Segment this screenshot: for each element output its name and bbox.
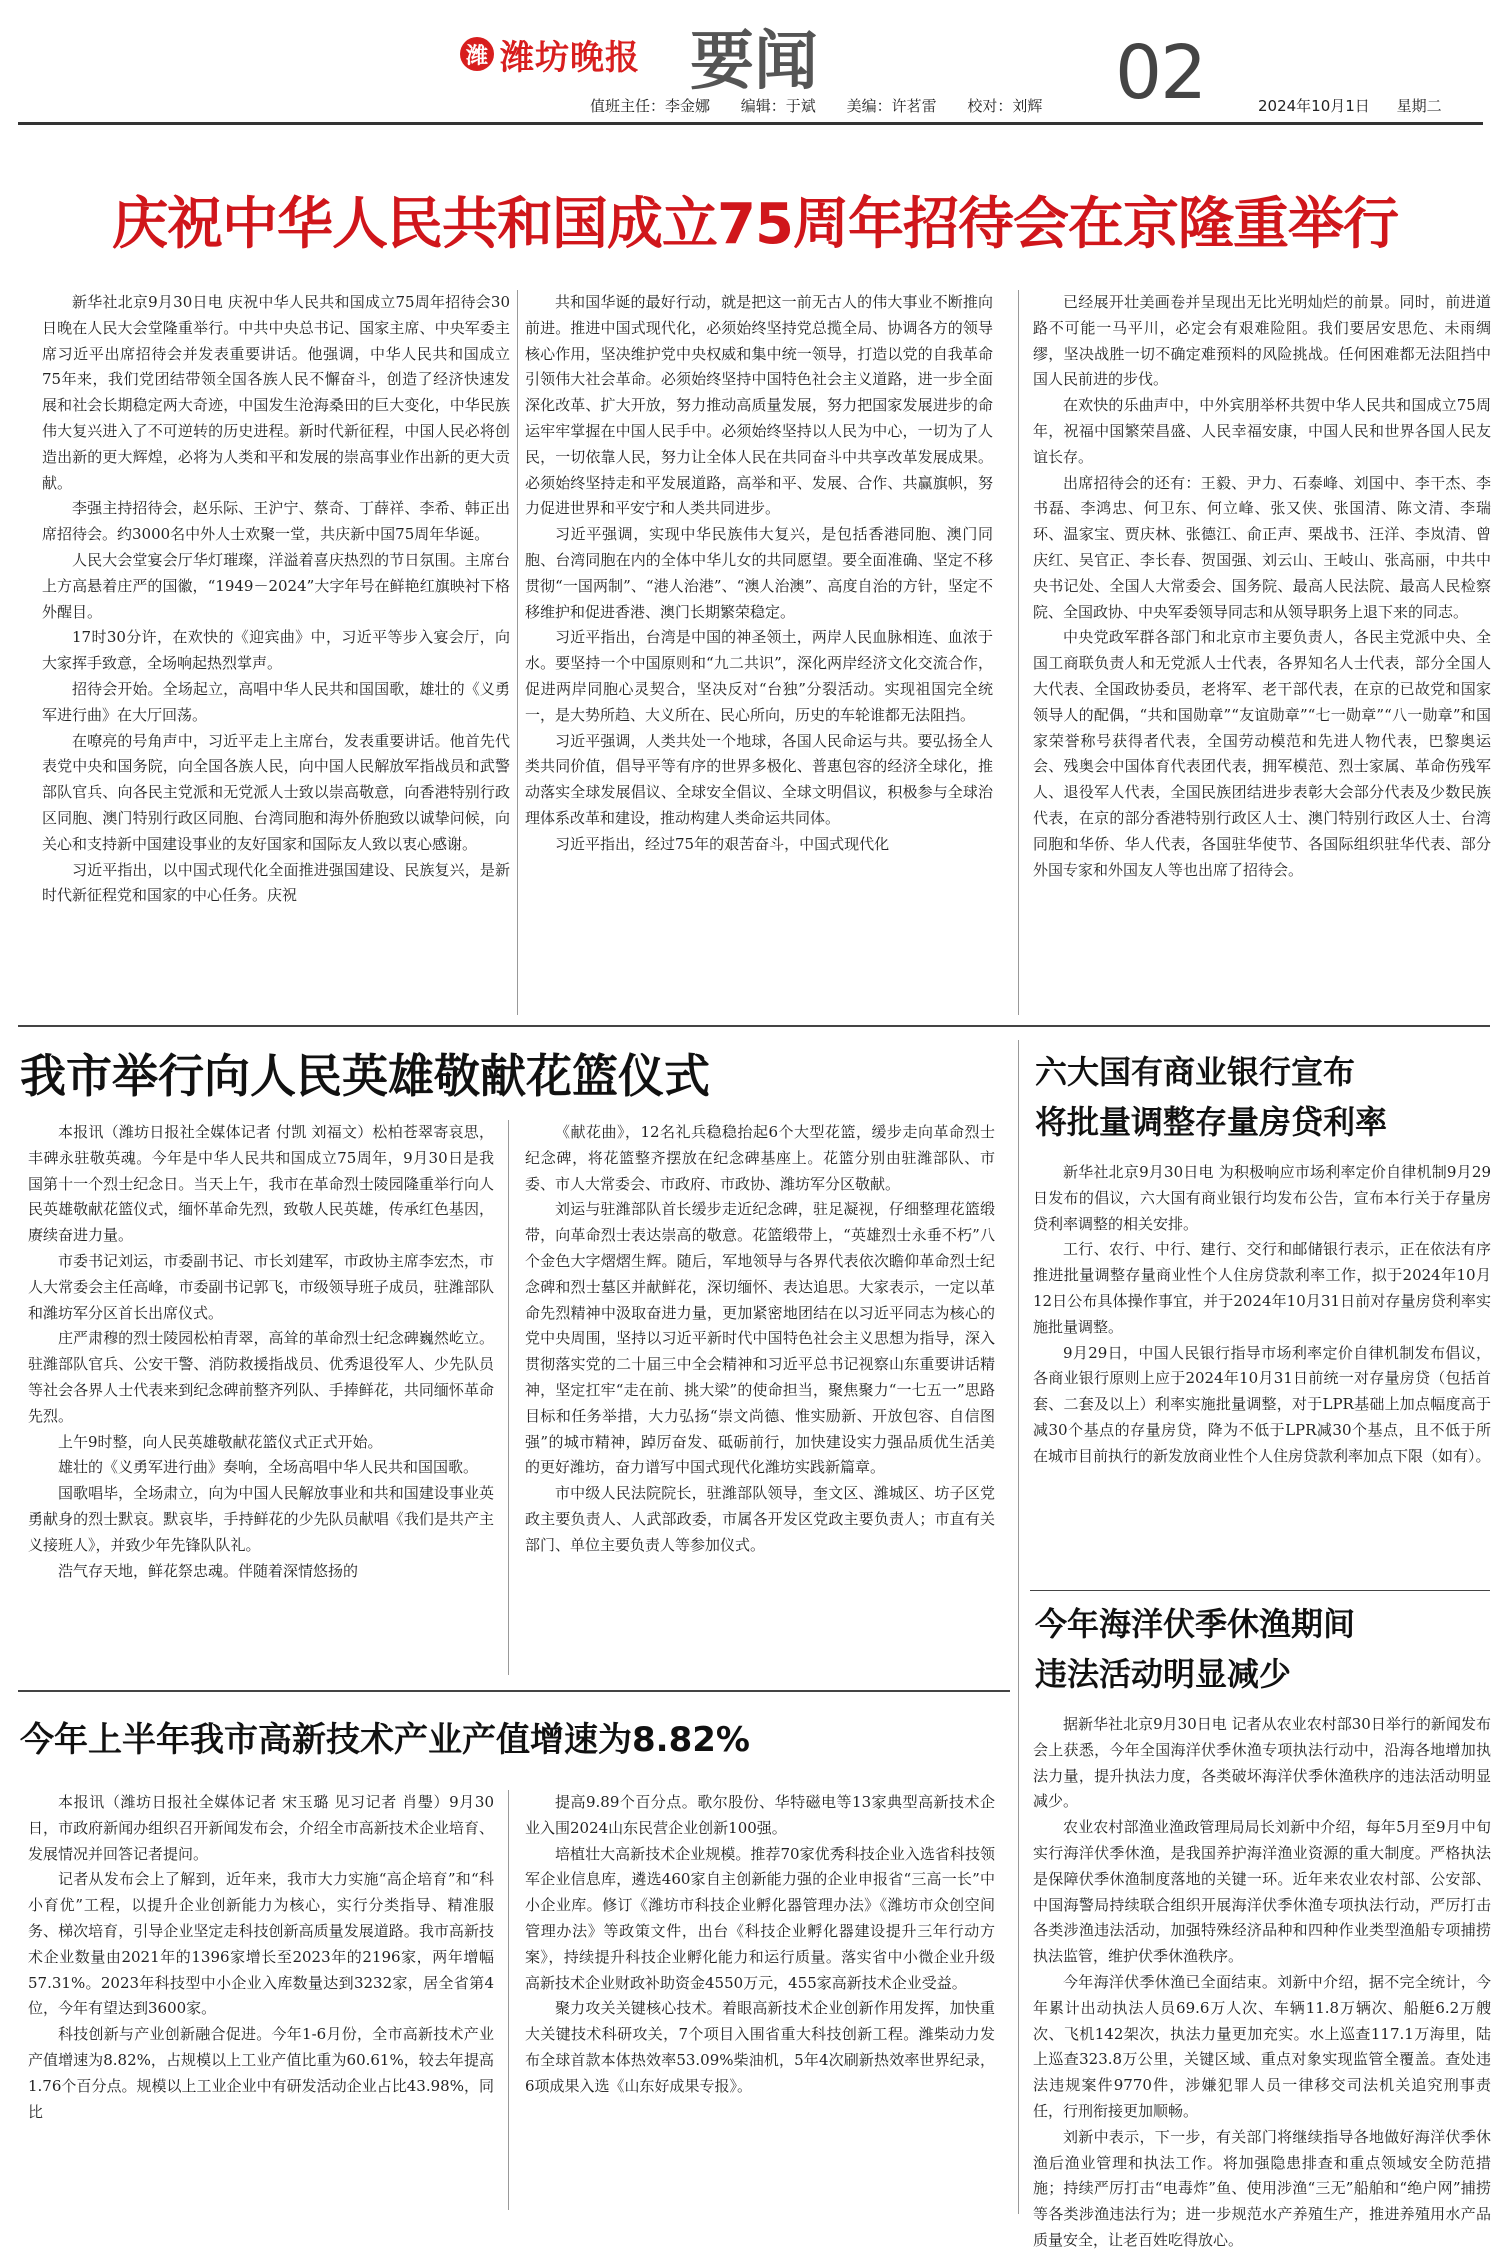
paragraph: 农业农村部渔业渔政管理局局长刘新中介绍，每年5月至9月中旬实行海洋伏季休渔，是我国养护海洋渔业资源的重大制度。严格执法是保障伏季休渔制度落地的关键一环。近年来农业农村部、公安部、中国海警局持续联合组织开展海洋伏季休渔专项执法行动，严厉打击各类涉渔违法活动，加强特殊经济品种和四种作业类型渔船专项捕捞执法监管，维护伏季休渔秩序。: [1033, 1818, 1491, 1966]
fish-headline-line-1: 今年海洋伏季休渔期间: [1035, 1605, 1356, 1643]
lead-headline: 庆祝中华人民共和国成立75周年招待会在京隆重举行: [112, 192, 1398, 257]
paragraph: 本报讯（潍坊日报社全媒体记者 付凯 刘福文）松柏苍翠寄哀思，丰碑永驻敬英魂。今年是中华人民共和国成立75周年，9月30日是我国第十一个烈士纪念日。当天上午，我市在革命烈士陵园隆重举行向人民英雄敬献花篮仪式，缅怀革命先烈，致敬人民英雄，传承红色基因，赓续奋进力量。: [28, 1123, 494, 1245]
divider: [1018, 290, 1019, 1015]
header-rule: [18, 122, 1483, 125]
bank-headline: [1035, 1048, 1387, 1147]
paragraph: 工行、农行、中行、建行、交行和邮储银行表示，正在依法有序推进批量调整存量商业性个人住房贷款利率工作，拟于2024年10月12日公布具体操作事宜，并于2024年10月31日前对存量房贷利率实施批量调整。: [1033, 1240, 1491, 1336]
hitech-col-2: [525, 1790, 995, 2214]
paragraph: 刘新中表示，下一步，有关部门将继续指导各地做好海洋伏季休渔后渔业管理和执法工作。将加强隐患排查和重点领域安全防范措施；持续严厉打击“电毒炸”鱼、使用涉渔“三无”船舶和“绝户网”捕捞等各类涉渔违法行为；进一步规范水产养殖生产，推进养殖用水产品质量安全，让老百姓吃得放心。: [1033, 2127, 1491, 2249]
paragraph: 聚力攻关关键核心技术。着眼高新技术企业创新作用发挥，加快重大关键技术科研攻关，7个项目入围省重大科技创新工程。潍柴动力发布全球首款本体热效率53.09%柴油机，5年4次刷新热效率世界纪录，6项成果入选《山东好成果专报》。: [525, 1999, 995, 2095]
paragraph: 17时30分许，在欢快的《迎宾曲》中，习近平等步入宴会厅，向大家挥手致意，全场响起热烈掌声。: [42, 628, 510, 673]
page-number: 02: [1115, 30, 1206, 116]
paragraph: 市委书记刘运，市委副书记、市长刘建军，市政协主席李宏杰，市人大常委会主任高峰，市委副书记郭飞，市级领导班子成员，驻潍部队和潍坊军分区首长出席仪式。: [28, 1251, 494, 1322]
section-rule: [18, 1025, 1490, 1027]
paragraph: 在欢快的乐曲声中，中外宾朋举杯共贺中华人民共和国成立75周年，祝福中国繁荣昌盛、人民幸福安康，中国人民和世界各国人民友谊长存。: [1033, 396, 1491, 466]
hitech-headline: 今年上半年我市高新技术产业产值增速为8.82%: [20, 1720, 750, 1760]
lead-col-2: [525, 290, 993, 1025]
paragraph: 今年海洋伏季休渔已全面结束。刘新中介绍，据不完全统计，今年累计出动执法人员69.6万人次、车辆11.8万辆次、船艇6.2万艘次、飞机142架次，执法力量更加充实。水上巡查117.1万海里，陆上巡查323.8万公里，关键区域、重点对象实现监管全覆盖。查处违法违规案件9770件，涉嫌犯罪人员一律移交司法机关追究刑事责任，行刑衔接更加顺畅。: [1033, 1972, 1491, 2120]
bank-headline-line-1: 六大国有商业银行宣布: [1035, 1053, 1356, 1091]
paragraph: 人民大会堂宴会厅华灯璀璨，洋溢着喜庆热烈的节日氛围。主席台上方高悬着庄严的国徽，“1949－2024”大字年号在鲜艳红旗映衬下格外醒目。: [42, 550, 510, 621]
paragraph: 李强主持招待会，赵乐际、王沪宁、蔡奇、丁薛祥、李希、韩正出席招待会。约3000名中外人士欢聚一堂，共庆新中国75周年华诞。: [42, 499, 510, 544]
paragraph: 出席招待会的还有：王毅、尹力、石泰峰、刘国中、李干杰、李书磊、李鸿忠、何卫东、何立峰、张又侠、张国清、陈文清、李瑞环、温家宝、贾庆林、张德江、俞正声、栗战书、汪洋、李岚清、曾庆红、吴官正、李长春、贺国强、刘云山、王岐山、张高丽，中共中央书记处、全国人大常委会、国务院、最高人民法院、最高人民检察院、全国政协、中央军委领导同志和从领导职务上退下来的同志。: [1033, 473, 1491, 621]
paragraph: 据新华社北京9月30日电 记者从农业农村部30日举行的新闻发布会上获悉，今年全国海洋伏季休渔专项执法行动中，沿海各地增加执法力量，提升执法力度，各类破坏海洋伏季休渔秩序的违法活动明显减少。: [1033, 1715, 1491, 1811]
flower-headline: 我市举行向人民英雄敬献花篮仪式: [20, 1049, 710, 1103]
flower-col-1: [28, 1120, 494, 1675]
flower-col-2: [525, 1120, 995, 1675]
newspaper-logo: [460, 28, 640, 80]
editor-credits: [590, 95, 1068, 116]
paragraph: 上午9时整，向人民英雄敬献花篮仪式正式开始。: [58, 1432, 383, 1451]
proofreader: 校对：刘辉: [967, 97, 1043, 115]
weekday: 星期二: [1396, 97, 1442, 115]
bank-headline-line-2: 将批量调整存量房贷利率: [1035, 1102, 1388, 1141]
issue-date: 2024年10月1日: [1258, 97, 1370, 115]
paragraph: 提高9.89个百分点。歌尔股份、华特磁电等13家典型高新技术企业入围2024山东民营企业创新100强。: [525, 1793, 995, 1837]
fish-body: [1033, 1712, 1491, 2249]
dateline: [1258, 95, 1464, 116]
paragraph: 习近平指出，经过75年的艰苦奋斗，中国式现代化: [555, 834, 890, 853]
paragraph: 记者从发布会上了解到，近年来，我市大力实施“高企培育”和“科小育优”工程，以提升企业创新能力为核心，实行分类指导、精准服务、梯次培育，引导企业坚定走科技创新高质量发展道路。我市高新技术企业数量由2021年的1396家增长至2023年的2196家，两年增幅57.31%。2023年科技型中小企业入库数量达到3232家，居全省第4位，今年有望达到3600家。: [28, 1870, 494, 2018]
paragraph: 新华社北京9月30日电 为积极响应市场利率定价自律机制9月29日发布的倡议，六大国有商业银行均发布公告，宣布本行关于存量房贷利率调整的相关安排。: [1033, 1163, 1491, 1233]
logo-icon: 潍: [460, 37, 494, 71]
paragraph: 习近平强调，实现中华民族伟大复兴，是包括香港同胞、澳门同胞、台湾同胞在内的全体中华儿女的共同愿望。要全面准确、坚定不移贯彻“一国两制”、“港人治港”、“澳人治澳”、高度自治的方针，坚定不移维护和促进香港、澳门长期繁荣稳定。: [525, 525, 993, 621]
divider: [508, 1120, 509, 1675]
paragraph: 招待会开始。全场起立，高唱中华人民共和国国歌，雄壮的《义勇军进行曲》在大厅回荡。: [42, 679, 510, 724]
section-rule: [18, 1690, 1010, 1692]
paragraph: 《献花曲》，12名礼兵稳稳抬起6个大型花篮，缓步走向革命烈士纪念碑，将花篮整齐摆放在纪念碑基座上。花篮分别由驻潍部队、市委、市人大常委会、市政府、市政协、潍坊军分区敬献。: [525, 1123, 995, 1193]
paragraph: 已经展开壮美画卷并呈现出无比光明灿烂的前景。同时，前进道路不可能一马平川，必定会有艰难险阻。我们要居安思危、未雨绸缪，坚决战胜一切不确定难预料的风险挑战。任何困难都无法阻挡中国人民前进的步伐。: [1033, 293, 1491, 389]
divider: [1018, 1040, 1019, 2214]
paragraph: 培植壮大高新技术企业规模。推荐70家优秀科技企业入选省科技领军企业信息库，遴选460家自主创新能力强的企业申报省“三高一长”中小企业库。修订《潍坊市科技企业孵化器管理办法》《潍坊市众创空间管理办法》等政策文件，出台《科技企业孵化器建设提升三年行动方案》，持续提升科技企业孵化能力和运行质量。落实省中小微企业升级高新技术企业财政补助资金4550万元，455家高新技术企业受益。: [525, 1844, 995, 1992]
paragraph: 刘运与驻潍部队首长缓步走近纪念碑，驻足凝视，仔细整理花篮缎带，向革命烈士表达崇高的敬意。花篮缎带上，“英雄烈士永垂不朽”八个金色大字熠熠生辉。随后，军地领导与各界代表依次瞻仰革命烈士纪念碑和烈士墓区并献鲜花，深切缅怀、表达追思。大家表示，一定以革命先烈精神中汲取奋进力量，更加紧密地团结在以习近平同志为核心的党中央周围，坚持以习近平新时代中国特色社会主义思想为指导，深入贯彻落实党的二十届三中全会精神和习近平总书记视察山东重要讲话精神，坚定扛牢“走在前、挑大梁”的使命担当，聚焦聚力“一七五一”思路目标和任务举措，大力弘扬“崇文尚德、惟实励新、开放包容、自信图强”的城市精神，踔厉奋发、砥砺前行，加快建设实力强品质优生活美的更好潍坊，奋力谱写中国式现代化潍坊实践新篇章。: [525, 1200, 995, 1477]
divider: [517, 290, 518, 1015]
logo-text: 潍坊晚报: [500, 37, 640, 78]
paragraph: 9月29日，中国人民银行指导市场利率定价自律机制发布倡议，各商业银行原则上应于2024年10月31日前统一对存量房贷（包括首套、二套及以上）利率实施批量调整，对于LPR基础上加点幅度高于减30个基点的存量房贷，降为不低于LPR减30个基点，且不低于所在城市目前执行的新发放商业性个人住房贷款利率加点下限（如有）。: [1033, 1343, 1491, 1465]
paragraph: 市中级人民法院院长，驻潍部队领导，奎文区、潍城区、坊子区党政主要负责人、人武部政委，市属各开发区党政主要负责人；市直有关部门、单位主要负责人等参加仪式。: [525, 1484, 995, 1554]
paragraph: 共和国华诞的最好行动，就是把这一前无古人的伟大事业不断推向前进。推进中国式现代化，必须始终坚持党总揽全局、协调各方的领导核心作用，坚决维护党中央权威和集中统一领导，打造以党的自我革命引领伟大社会革命。必须始终坚持中国特色社会主义道路，进一步全面深化改革、扩大开放，努力推动高质量发展，努力把国家发展进步的命运牢牢掌握在中国人民手中。必须始终坚持以人民为中心，一切为了人民，一切依靠人民，努力让全体人民在共同奋斗中共享改革发展成果。必须始终坚持走和平发展道路，高举和平、发展、合作、共赢旗帜，努力促进世界和平安宁和人类共同进步。: [525, 293, 993, 518]
fish-headline-line-2: 违法活动明显减少: [1035, 1654, 1292, 1693]
paragraph: 浩气存天地，鲜花祭忠魂。伴随着深情悠扬的: [58, 1561, 359, 1580]
hitech-col-1: [28, 1790, 494, 2214]
paragraph: 雄壮的《义勇军进行曲》奏响，全场高唱中华人民共和国国歌。: [58, 1458, 479, 1477]
paragraph: 中央党政军群各部门和北京市主要负责人，各民主党派中央、全国工商联负责人和无党派人士代表，各界知名人士代表，部分全国人大代表、全国政协委员，老将军、老干部代表，在京的已故党和国家领导人的配偶，“共和国勋章”“友谊勋章”“七一勋章”“八一勋章”和国家荣誉称号获得者代表，全国劳动模范和先进人物代表，巴黎奥运会、残奥会中国体育代表团代表，拥军模范、烈士家属、革命伤残军人、退役军人代表，全国民族团结进步表彰大会部分代表及少数民族代表，在京的部分香港特别行政区人士、澳门特别行政区人士、台湾同胞和华侨、华人代表，各国驻华使节、各国际组织驻华代表、部分外国专家和外国友人等也出席了招待会。: [1033, 628, 1491, 879]
paragraph: 习近平指出，以中国式现代化全面推进强国建设、民族复兴，是新时代新征程党和国家的中心任务。庆祝: [42, 860, 510, 905]
paragraph: 习近平指出，台湾是中国的神圣领土，两岸人民血脉相连、血浓于水。要坚持一个中国原则和“九二共识”，深化两岸经济文化交流合作，促进两岸同胞心灵契合，坚决反对“台独”分裂活动。实现祖国完全统一，是大势所趋、大义所在、民心所向，历史的车轮谁都无法阻挡。: [525, 628, 993, 724]
art-editor: 美编：许茗雷: [846, 97, 937, 115]
paragraph: 在嘹亮的号角声中，习近平走上主席台，发表重要讲话。他首先代表党中央和国务院，向全国各族人民，向中国人民解放军指战员和武警部队官兵、向各民主党派和无党派人士致以崇高敬意，向香港特别行政区同胞、澳门特别行政区同胞、台湾同胞和海外侨胞致以诚挚问候，向关心和支持新中国建设事业的友好国家和国际友人致以衷心感谢。: [42, 731, 510, 853]
paragraph: 新华社北京9月30日电 庆祝中华人民共和国成立75周年招待会30日晚在人民大会堂隆重举行。中共中央总书记、国家主席、中央军委主席习近平出席招待会并发表重要讲话。他强调，中华人民共和国成立75年来，我们党团结带领全国各族人民不懈奋斗，创造了经济快速发展和社会长期稳定两大奇迹，中国发生沧海桑田的巨大变化，中华民族伟大复兴进入了不可逆转的历史进程。新时代新征程，中国人民必将创造出新的更大辉煌，必将为人类和平和发展的崇高事业作出新的更大贡献。: [42, 293, 510, 492]
lead-col-1: [42, 290, 510, 1025]
section-rule: [1030, 1590, 1490, 1591]
lead-col-3: [1033, 290, 1491, 1025]
paragraph: 庄严肃穆的烈士陵园松柏青翠，高耸的革命烈士纪念碑巍然屹立。驻潍部队官兵、公安干警、消防救援指战员、优秀退役军人、少先队员等社会各界人士代表来到纪念碑前整齐列队、手捧鲜花，共同缅怀革命先烈。: [28, 1329, 494, 1425]
paragraph: 科技创新与产业创新融合促进。今年1-6月份，全市高新技术产业产值增速为8.82%，占规模以上工业产值比重为60.61%，较去年提高1.76个百分点。规模以上工业企业中有研发活动企业占比43.98%，同比: [28, 2025, 494, 2121]
paragraph: 习近平强调，人类共处一个地球，各国人民命运与共。要弘扬全人类共同价值，倡导平等有序的世界多极化、普惠包容的经济全球化，推动落实全球发展倡议、全球安全倡议、全球文明倡议，积极参与全球治理体系改革和建设，推动构建人类命运共同体。: [525, 731, 993, 827]
divider: [508, 1790, 509, 2210]
bank-body: [1033, 1160, 1491, 1580]
paragraph: 国歌唱毕，全场肃立，向为中国人民解放事业和共和国建设事业英勇献身的烈士默哀。默哀毕，手持鲜花的少先队员献唱《我们是共产主义接班人》，并致少年先锋队队礼。: [28, 1484, 494, 1554]
paragraph: 本报讯（潍坊日报社全媒体记者 宋玉璐 见习记者 肖璺）9月30日，市政府新闻办组织召开新闻发布会，介绍全市高新技术企业培育、发展情况并回答记者提问。: [28, 1793, 494, 1863]
masthead: [0, 0, 1500, 125]
editor: 编辑：于斌: [740, 97, 816, 115]
duty-editor: 值班主任：李金娜: [590, 97, 711, 115]
fish-headline: [1035, 1600, 1355, 1699]
section-title: 要闻: [690, 24, 818, 99]
